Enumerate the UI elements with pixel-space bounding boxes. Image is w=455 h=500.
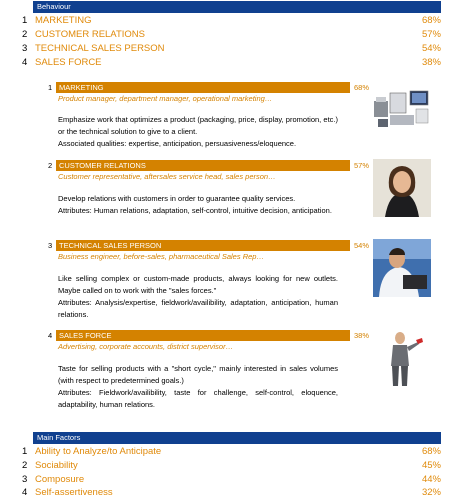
technical-sales-photo bbox=[373, 239, 431, 297]
row-label: CUSTOMER RELATIONS bbox=[35, 29, 145, 40]
row-percent: 32% bbox=[421, 487, 441, 498]
behaviour-header: Behaviour bbox=[33, 1, 441, 13]
section-title: CUSTOMER RELATIONS bbox=[56, 160, 350, 171]
computer-shape bbox=[390, 93, 406, 113]
row-percent: 57% bbox=[421, 29, 441, 40]
section-description: Emphasize work that optimizes a product (packaging, price, display, promotion, etc.) or the technical solution to give to a client. bbox=[58, 115, 338, 136]
row-percent: 54% bbox=[421, 43, 441, 54]
salesman-photo bbox=[380, 330, 424, 388]
main-factors-header: Main Factors bbox=[33, 432, 441, 444]
section-subtitle: Advertising, corporate accounts, district supervisor… bbox=[58, 342, 234, 351]
row-number: 4 bbox=[22, 487, 28, 498]
fax-shape bbox=[390, 115, 414, 125]
person-face bbox=[393, 171, 411, 193]
row-number: 2 bbox=[22, 460, 28, 471]
row-percent: 68% bbox=[421, 15, 441, 26]
section-percent: 57% bbox=[354, 161, 370, 170]
row-number: 1 bbox=[22, 446, 28, 457]
row-label: Composure bbox=[35, 474, 85, 485]
row-number: 1 bbox=[22, 15, 28, 26]
row-label: Sociability bbox=[35, 460, 78, 471]
office-equipment-photo bbox=[372, 87, 430, 129]
person-head bbox=[395, 332, 405, 344]
section-attributes: Associated qualities: expertise, anticipation, persuasiveness/eloquence. bbox=[58, 139, 297, 148]
section-subtitle: Customer representative, aftersales service head, sales person… bbox=[58, 172, 276, 181]
row-percent: 68% bbox=[421, 446, 441, 457]
row-label: SALES FORCE bbox=[35, 57, 102, 68]
section-body bbox=[58, 273, 338, 321]
person-leg-right bbox=[401, 366, 408, 386]
section-number: 1 bbox=[48, 83, 53, 92]
section-percent: 38% bbox=[354, 331, 370, 340]
laptop-shape bbox=[403, 275, 427, 289]
main-factor-row bbox=[0, 459, 441, 472]
row-number: 4 bbox=[22, 57, 28, 68]
section-percent: 54% bbox=[354, 241, 370, 250]
section-title: SALES FORCE bbox=[56, 330, 350, 341]
section-description: Develop relations with customers in order to guarantee quality services. bbox=[58, 194, 296, 203]
customer-representative-photo bbox=[373, 159, 431, 217]
behaviour-row bbox=[0, 56, 441, 69]
monitor-screen bbox=[412, 93, 426, 103]
section-title: MARKETING bbox=[56, 82, 350, 93]
row-percent: 45% bbox=[421, 460, 441, 471]
section-attributes: Attributes: Analysis/expertise, fieldwork/availibility, adaptation, anticipation, human relations. bbox=[58, 298, 338, 319]
section-title: TECHNICAL SALES PERSON bbox=[56, 240, 350, 251]
printer-shape bbox=[374, 101, 388, 117]
section-percent: 68% bbox=[354, 83, 370, 92]
person-jacket bbox=[391, 345, 409, 366]
person-arm bbox=[407, 342, 419, 351]
section-number: 3 bbox=[48, 241, 53, 250]
main-factor-row bbox=[0, 486, 441, 499]
section-attributes: Attributes: Fieldwork/availibility, taste for challenge, self-control, eloquence, adaptability, human relations. bbox=[58, 388, 338, 409]
row-number: 3 bbox=[22, 43, 28, 54]
person-leg-left bbox=[392, 366, 399, 386]
section-body bbox=[58, 363, 338, 411]
row-label: Self-assertiveness bbox=[35, 487, 113, 498]
section-description: Like selling complex or custom-made products, always looking for new outlets. Maybe called on to work with the "sales forces." bbox=[58, 274, 338, 295]
behaviour-row bbox=[0, 42, 441, 55]
row-number: 2 bbox=[22, 29, 28, 40]
section-subtitle: Business engineer, before-sales, pharmaceutical Sales Rep… bbox=[58, 252, 264, 261]
row-label: TECHNICAL SALES PERSON bbox=[35, 43, 165, 54]
behaviour-row bbox=[0, 28, 441, 41]
row-label: Ability to Analyze/to Anticipate bbox=[35, 446, 162, 457]
main-factor-row bbox=[0, 473, 441, 486]
section-description: Taste for selling products with a "short cycle," mainly interested in sales volumes (with respect to predetermined goals.) bbox=[58, 364, 338, 385]
main-factor-row bbox=[0, 445, 441, 458]
section-body bbox=[58, 193, 338, 217]
section-attributes: Attributes: Human relations, adaptation, self-control, intuitive decision, anticipation. bbox=[58, 206, 332, 215]
phone-shape bbox=[416, 109, 428, 123]
printer-top bbox=[376, 97, 386, 102]
behaviour-row bbox=[0, 14, 441, 27]
section-body bbox=[58, 114, 338, 150]
row-percent: 44% bbox=[421, 474, 441, 485]
row-number: 3 bbox=[22, 474, 28, 485]
row-percent: 38% bbox=[421, 57, 441, 68]
row-label: MARKETING bbox=[35, 15, 92, 26]
section-subtitle: Product manager, department manager, operational marketing… bbox=[58, 94, 273, 103]
device-shape bbox=[378, 119, 388, 127]
section-number: 2 bbox=[48, 161, 53, 170]
section-number: 4 bbox=[48, 331, 53, 340]
